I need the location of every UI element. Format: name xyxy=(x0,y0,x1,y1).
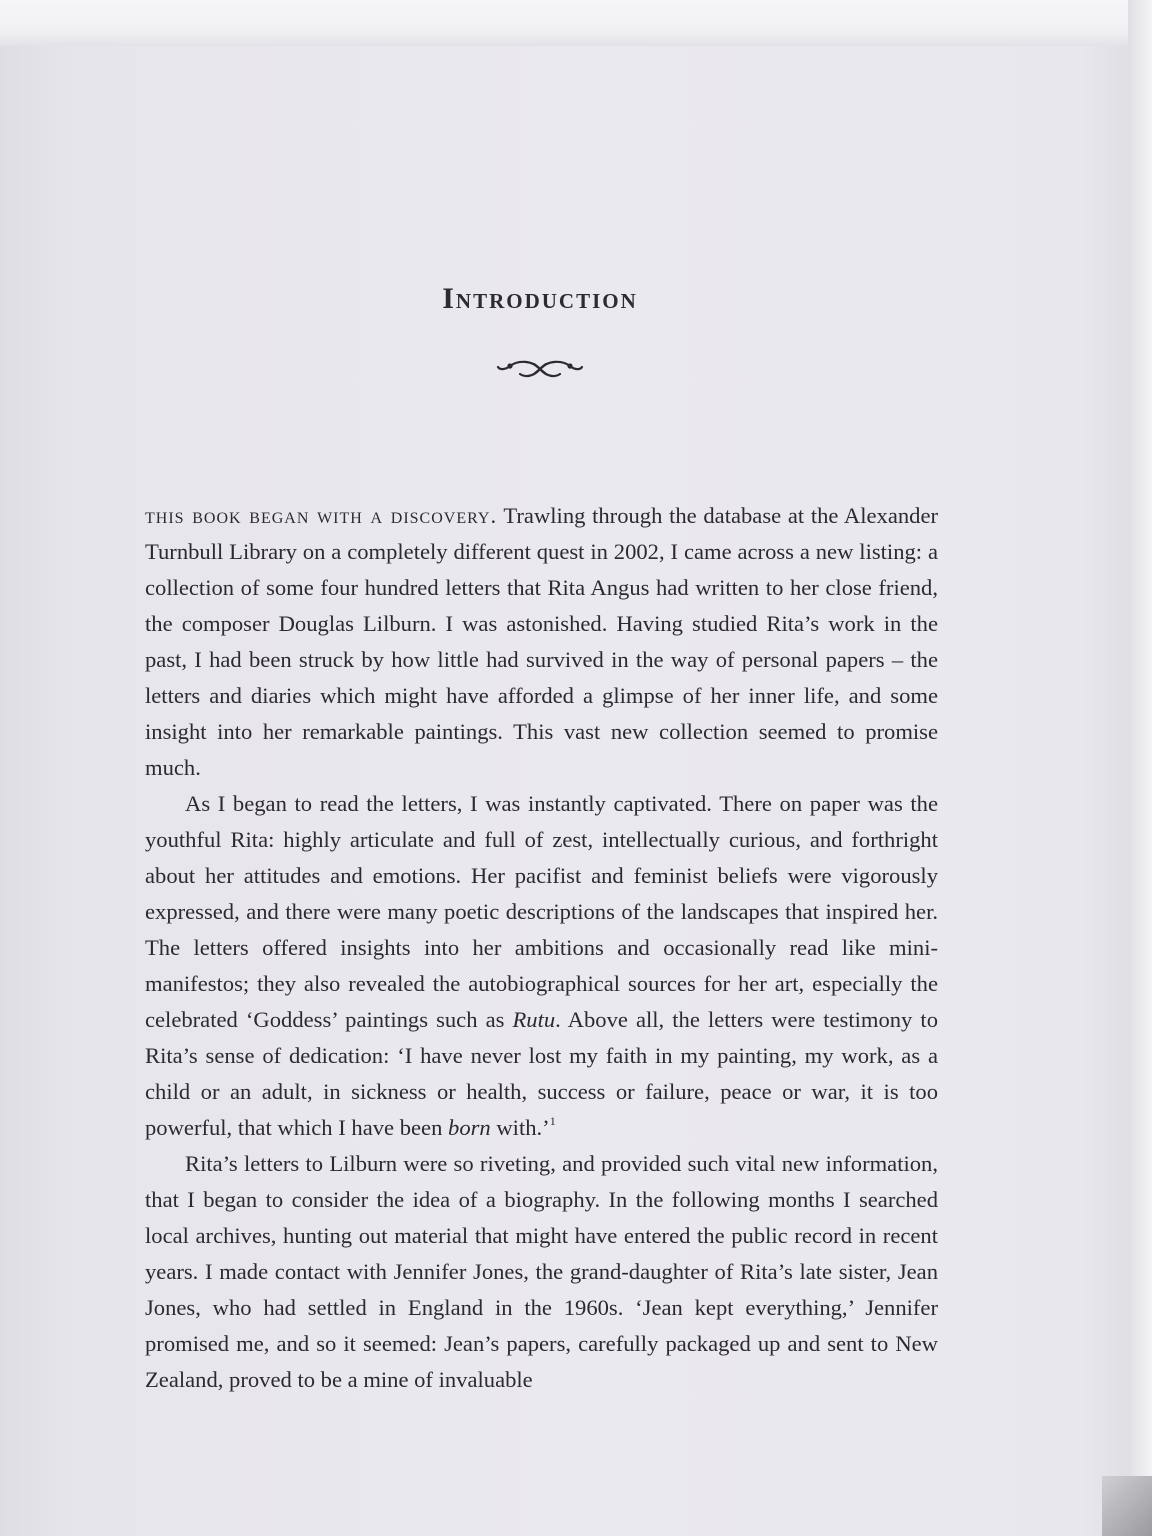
italic-word-born: born xyxy=(448,1115,491,1140)
page-corner-shadow xyxy=(1102,1476,1152,1536)
paragraph-2 xyxy=(145,786,938,1146)
paragraph-2-part-2: . Above all, the letters were testimony to Rita’s sense of dedication: ‘I have never lost my faith in my painting, my work, as a child or an adult, in sickness or health, success or failure, peace or war, it is too powerful, that which I have been xyxy=(145,1007,938,1140)
paragraph-3 xyxy=(145,1146,938,1398)
page-right-edge xyxy=(1128,0,1152,1536)
paragraph-1-text: Trawling through the database at the Alexander Turnbull Library on a completely different quest in 2002, I came across a new listing: a collection of some four hundred letters that Rita Angus had written to her close friend, the composer Douglas Lilburn. I was astonished. Having studied Rita’s work in the past, I had been struck by how little had survived in the way of personal papers – the letters and diaries which might have afforded a glimpse of her inner life, and some insight into her remarkable paintings. This vast new collection seemed to promise much. xyxy=(145,503,938,780)
paragraph-2-part-3: with.’ xyxy=(490,1115,550,1140)
body-text xyxy=(145,498,938,1398)
paragraph-3-text: Rita’s letters to Lilburn were so riveting, and provided such vital new information, that I began to consider the idea of a biography. In the following months I searched local archives, hunting out material that might have entered the public record in recent years. I made contact with Jennifer Jones, the grand-daughter of Rita’s late sister, Jean Jones, who had settled in England in the 1960s. ‘Jean kept everything,’ Jennifer promised me, and so it seemed: Jean’s papers, carefully packaged up and sent to New Zealand, proved to be a mine of invaluable xyxy=(145,1151,938,1392)
page-top-edge xyxy=(0,0,1152,46)
footnote-marker[interactable]: 1 xyxy=(549,1114,556,1128)
chapter-heading: Introduction xyxy=(442,282,638,315)
paragraph-2-part-1: As I began to read the letters, I was instantly captivated. There on paper was the youthful Rita: highly articulate and full of zest, intellectually curious, and forthright about her attitudes and emotions. Her pacifist and feminist beliefs were vigorously expressed, and there were many poetic descriptions of the landscapes that inspired her. The letters offered insights into her ambitions and occasionally read like mini-manifestos; they also revealed the autobiographical sources for her art, especially the celebrated ‘Goddess’ paintings such as xyxy=(145,791,938,1032)
italic-title-rutu: Rutu xyxy=(512,1007,556,1032)
lead-in-small-caps: this book began with a discovery. xyxy=(145,503,498,528)
fleuron-ornament-icon xyxy=(496,356,584,382)
paragraph-1 xyxy=(145,498,938,786)
